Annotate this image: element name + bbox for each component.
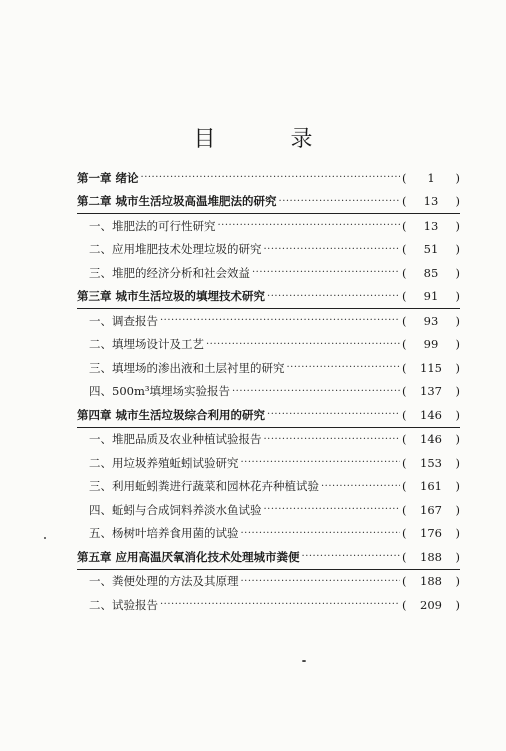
- close-paren: ): [455, 455, 460, 470]
- dot-leader: [264, 244, 401, 255]
- open-paren: (: [402, 526, 407, 541]
- toc-section-entry: [77, 238, 460, 262]
- toc-section-entry: [77, 522, 460, 546]
- toc-entry-title: 一、堆肥品质及农业种植试验报告: [89, 432, 262, 447]
- dot-leader: [287, 362, 401, 373]
- open-paren: (: [402, 194, 407, 209]
- toc-page-number: [402, 361, 460, 375]
- close-paren: ): [455, 218, 460, 233]
- toc-page-number: [402, 550, 460, 564]
- toc-page-number: [402, 526, 460, 540]
- page-number-value: 176: [420, 526, 442, 541]
- close-paren: ): [455, 597, 460, 612]
- toc-section-entry: [77, 428, 460, 452]
- toc-section-entry: [77, 498, 460, 522]
- open-paren: (: [402, 218, 407, 233]
- close-paren: ): [455, 360, 460, 375]
- close-paren: ): [455, 574, 460, 589]
- toc-section-entry: [77, 570, 460, 594]
- open-paren: (: [402, 479, 407, 494]
- close-paren: ): [455, 549, 460, 564]
- toc-chapter-entry: [77, 166, 460, 190]
- toc-entry-title: 一、堆肥法的可行性研究: [89, 218, 216, 233]
- dot-leader: [264, 504, 401, 515]
- dot-leader: [232, 386, 400, 397]
- page-number-value: 1: [427, 170, 435, 185]
- toc-entry-title: 三、利用蚯蚓粪进行蔬菜和园林花卉种植试验: [89, 479, 319, 494]
- open-paren: (: [402, 597, 407, 612]
- page-number-value: 188: [420, 549, 442, 564]
- open-paren: (: [402, 313, 407, 328]
- dot-leader: [264, 434, 401, 445]
- toc-page-number: [402, 598, 460, 612]
- open-paren: (: [402, 502, 407, 517]
- toc-entry-title: 第一章 绪论: [77, 170, 139, 185]
- dot-leader: [252, 267, 400, 278]
- toc-entry-title: 二、填埋场设计及工艺: [89, 337, 204, 352]
- page-number-value: 93: [423, 313, 439, 328]
- open-paren: (: [402, 407, 407, 422]
- page-number-value: 99: [423, 337, 439, 352]
- close-paren: ): [455, 407, 460, 422]
- toc-section-entry: [77, 475, 460, 499]
- toc-chapter-entry: [77, 403, 460, 428]
- open-paren: (: [402, 455, 407, 470]
- dot-leader: [160, 599, 400, 610]
- toc-page-number: [402, 574, 460, 588]
- open-paren: (: [402, 170, 407, 185]
- dot-leader: [321, 481, 400, 492]
- toc-entry-title: 第五章 应用高温厌氧消化技术处理城市粪便: [77, 549, 300, 564]
- page-title: 目 录: [193, 127, 347, 152]
- toc-entry-title: 二、用垃圾养殖蚯蚓试验研究: [89, 455, 239, 470]
- page-number-value: 91: [423, 289, 439, 304]
- toc-entry-title: 一、调查报告: [89, 313, 158, 328]
- close-paren: ): [455, 337, 460, 352]
- dot-leader: [279, 196, 400, 207]
- close-paren: ): [455, 170, 460, 185]
- toc-page-number: [402, 432, 460, 446]
- table-of-contents: [77, 166, 460, 617]
- dot-leader: [241, 457, 401, 468]
- toc-entry-title: 三、堆肥的经济分析和社会效益: [89, 265, 250, 280]
- scan-speck: [44, 537, 46, 539]
- toc-section-entry: [77, 451, 460, 475]
- page-number-value: 146: [420, 407, 442, 422]
- toc-section-entry: [77, 261, 460, 285]
- page-number-value: 13: [423, 194, 439, 209]
- close-paren: ): [455, 242, 460, 257]
- toc-section-entry: [77, 309, 460, 333]
- dot-leader: [218, 220, 401, 231]
- close-paren: ): [455, 313, 460, 328]
- open-paren: (: [402, 432, 407, 447]
- toc-entry-title: 二、应用堆肥技术处理垃圾的研究: [89, 242, 262, 257]
- toc-section-entry: [77, 356, 460, 380]
- page-number-value: 146: [420, 432, 442, 447]
- toc-entry-title: 第二章 城市生活垃圾高温堆肥法的研究: [77, 194, 277, 209]
- close-paren: ): [455, 502, 460, 517]
- toc-chapter-entry: [77, 545, 460, 570]
- dot-leader: [302, 551, 400, 562]
- toc-entry-title: 五、杨树叶培养食用菌的试验: [89, 526, 239, 541]
- dot-leader: [206, 339, 400, 350]
- toc-page-number: [402, 289, 460, 303]
- toc-entry-title: 三、填埋场的渗出液和土层衬里的研究: [89, 360, 285, 375]
- toc-page-number: [402, 479, 460, 493]
- close-paren: ): [455, 289, 460, 304]
- page-number-value: 13: [423, 218, 439, 233]
- page-number-value: 188: [420, 574, 442, 589]
- toc-page-number: [402, 408, 460, 422]
- toc-entry-title: 二、试验报告: [89, 597, 158, 612]
- close-paren: ): [455, 384, 460, 399]
- open-paren: (: [402, 384, 407, 399]
- open-paren: (: [402, 289, 407, 304]
- dot-leader: [141, 172, 400, 183]
- dot-leader: [160, 315, 400, 326]
- toc-page-number: [402, 337, 460, 351]
- close-paren: ): [455, 479, 460, 494]
- close-paren: ): [455, 432, 460, 447]
- toc-entry-title: 第四章 城市生活垃圾综合利用的研究: [77, 407, 266, 422]
- toc-entry-title: 第三章 城市生活垃圾的填埋技术研究: [77, 289, 266, 304]
- open-paren: (: [402, 242, 407, 257]
- open-paren: (: [402, 574, 407, 589]
- dot-leader: [241, 576, 401, 587]
- toc-section-entry: [77, 380, 460, 404]
- open-paren: (: [402, 360, 407, 375]
- open-paren: (: [402, 337, 407, 352]
- close-paren: ): [455, 265, 460, 280]
- toc-entry-title: 四、蚯蚓与合成饲料养淡水鱼试验: [89, 502, 262, 517]
- page-number-value: 161: [420, 479, 442, 494]
- toc-page-number: [402, 242, 460, 256]
- toc-page-number: [402, 456, 460, 470]
- open-paren: (: [402, 549, 407, 564]
- dot-leader: [241, 528, 401, 539]
- page-number-value: 85: [423, 265, 439, 280]
- page-number-value: 115: [420, 360, 442, 375]
- toc-page-number: [402, 503, 460, 517]
- page-number-value: 209: [420, 597, 442, 612]
- toc-chapter-entry: [77, 190, 460, 215]
- open-paren: (: [402, 265, 407, 280]
- scan-speck: [302, 660, 306, 662]
- page-number-value: 153: [420, 455, 442, 470]
- close-paren: ): [455, 526, 460, 541]
- page-number-value: 137: [420, 384, 442, 399]
- toc-page-number: [402, 314, 460, 328]
- page-number-value: 167: [420, 502, 442, 517]
- dot-leader: [267, 291, 400, 302]
- toc-page-number: [402, 266, 460, 280]
- toc-page-number: [402, 194, 460, 208]
- toc-page-number: [402, 384, 460, 398]
- toc-chapter-entry: [77, 285, 460, 310]
- toc-section-entry: [77, 593, 460, 617]
- close-paren: ): [455, 194, 460, 209]
- toc-page-number: [402, 171, 460, 185]
- toc-entry-title: 一、粪便处理的方法及其原理: [89, 574, 239, 589]
- toc-page-number: [402, 219, 460, 233]
- page-number-value: 51: [423, 242, 439, 257]
- toc-section-entry: [77, 214, 460, 238]
- toc-entry-title: 四、500m³填埋场实验报告: [89, 384, 230, 399]
- toc-section-entry: [77, 333, 460, 357]
- dot-leader: [267, 409, 400, 420]
